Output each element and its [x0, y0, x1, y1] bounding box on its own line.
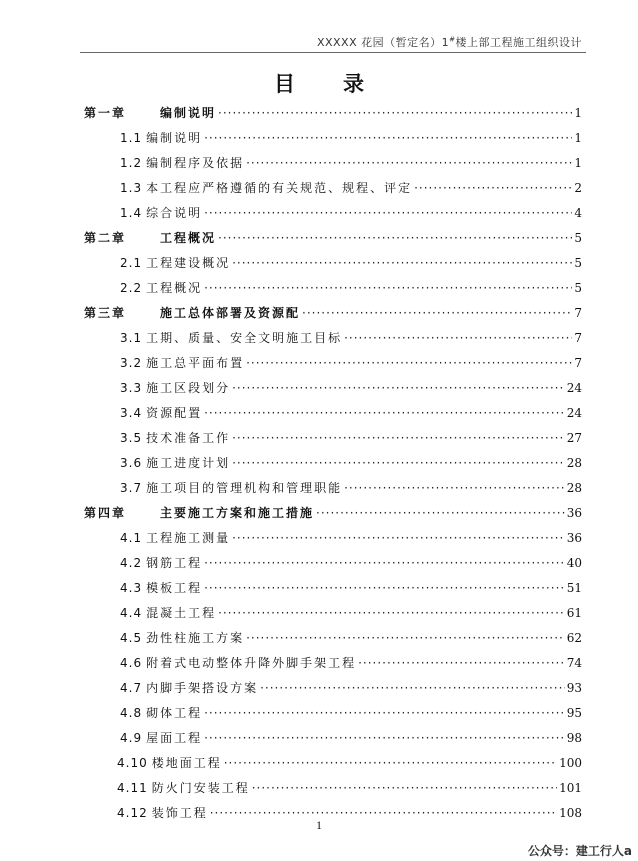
toc-entry-page: 36 [566, 506, 582, 520]
toc-entry-page: 5 [574, 231, 582, 245]
toc-section-entry[interactable] [120, 525, 582, 545]
toc-entry-number: 3.6 [120, 456, 143, 470]
toc-entry-number: 第四章 [84, 506, 127, 520]
toc-dot-leader [232, 431, 565, 445]
toc-section-entry[interactable] [120, 700, 582, 720]
header-rule [80, 52, 586, 53]
toc-entry-number: 1.3 [120, 181, 143, 195]
toc-dot-leader [204, 406, 565, 420]
toc-entry-page: 61 [566, 606, 582, 620]
toc-entry-page: 5 [574, 256, 582, 270]
toc-entry-title: 施工区段划分 [146, 381, 231, 395]
toc-entry-title: 内脚手架搭设方案 [146, 681, 259, 695]
toc-section-entry[interactable] [120, 650, 582, 670]
toc-entry-number: 4.8 [120, 706, 143, 720]
toc-entry-number: 1.1 [120, 131, 143, 145]
toc-section-entry[interactable] [120, 150, 582, 170]
toc-entry-number: 4.9 [120, 731, 143, 745]
toc-entry-title: 附着式电动整体升降外脚手架工程 [146, 656, 357, 670]
toc-dot-leader [344, 481, 565, 495]
toc-entry-title: 编制说明 [146, 131, 203, 145]
toc-section-entry[interactable] [117, 800, 582, 820]
toc-entry-page: 51 [566, 581, 582, 595]
toc-section-entry[interactable] [120, 475, 582, 495]
toc-entry-page: 62 [566, 631, 582, 645]
toc-chapter-entry[interactable] [84, 300, 582, 320]
toc-chapter-entry[interactable] [84, 100, 582, 120]
toc-entry-title: 本工程应严格遵循的有关规范、规程、评定 [146, 181, 413, 195]
toc-entry-number: 1.4 [120, 206, 143, 220]
toc-entry-number: 3.4 [120, 406, 143, 420]
toc-entry-number: 1.2 [120, 156, 143, 170]
toc-section-entry[interactable] [120, 725, 582, 745]
toc-chapter-entry[interactable] [84, 500, 582, 520]
toc-entry-number: 4.5 [120, 631, 143, 645]
toc-entry-number: 4.12 [117, 806, 148, 820]
toc-section-entry[interactable] [120, 625, 582, 645]
toc-entry-number: 4.7 [120, 681, 143, 695]
toc-dot-leader [204, 556, 565, 570]
toc-section-entry[interactable] [117, 775, 582, 795]
toc-entry-number: 2.2 [120, 281, 143, 295]
toc-dot-leader [246, 356, 572, 370]
toc-section-entry[interactable] [120, 550, 582, 570]
toc-dot-leader [218, 231, 572, 245]
toc-entry-title: 屋面工程 [146, 731, 203, 745]
toc-entry-number: 3.7 [120, 481, 143, 495]
toc-entry-page: 24 [566, 406, 582, 420]
toc-entry-page: 101 [559, 781, 582, 795]
toc-section-entry[interactable] [120, 125, 582, 145]
toc-dot-leader [204, 131, 572, 145]
toc-entry-page: 36 [566, 531, 582, 545]
toc-entry-title: 施工项目的管理机构和管理职能 [146, 481, 343, 495]
toc-dot-leader [204, 281, 572, 295]
toc-entry-title: 综合说明 [146, 206, 203, 220]
toc-entry-title: 工程概况 [160, 231, 217, 245]
toc-entry-title: 资源配置 [146, 406, 203, 420]
toc-entry-number: 第二章 [84, 231, 127, 245]
toc-entry-number: 4.6 [120, 656, 143, 670]
toc-section-entry[interactable] [120, 250, 582, 270]
toc-entry-page: 7 [574, 331, 582, 345]
toc-entry-page: 74 [566, 656, 582, 670]
toc-section-entry[interactable] [120, 675, 582, 695]
toc-section-entry[interactable] [120, 375, 582, 395]
toc-entry-title: 施工总体部署及资源配 [160, 306, 301, 320]
toc-dot-leader [414, 181, 572, 195]
toc-entry-title: 编制说明 [160, 106, 217, 120]
toc-entry-number: 4.10 [117, 756, 148, 770]
toc-entry-title: 工程施工测量 [146, 531, 231, 545]
toc-section-entry[interactable] [120, 200, 582, 220]
toc-entry-page: 2 [574, 181, 582, 195]
toc-dot-leader [232, 256, 572, 270]
toc-entry-title: 模板工程 [146, 581, 203, 595]
toc-dot-leader [246, 631, 565, 645]
toc-title-char-2: 录 [343, 72, 364, 96]
toc-section-entry[interactable] [120, 175, 582, 195]
toc-entry-number: 4.1 [120, 531, 143, 545]
toc-title-char-1: 目 [274, 72, 295, 96]
toc-entry-title: 劲性柱施工方案 [146, 631, 245, 645]
toc-entry-page: 108 [559, 806, 582, 820]
toc-dot-leader [246, 156, 572, 170]
toc-entry-number: 第一章 [84, 106, 127, 120]
toc-dot-leader [204, 706, 565, 720]
toc-entry-page: 4 [574, 206, 582, 220]
header-superscript: # [449, 35, 456, 44]
toc-dot-leader [218, 606, 565, 620]
toc-section-entry[interactable] [120, 400, 582, 420]
toc-entry-title: 防火门安装工程 [151, 781, 250, 795]
toc-entry-page: 1 [574, 106, 582, 120]
toc-entry-page: 28 [566, 481, 582, 495]
toc-entry-number: 4.4 [120, 606, 143, 620]
toc-entry-page: 24 [566, 381, 582, 395]
toc-entry-page: 7 [574, 306, 582, 320]
running-header [80, 34, 582, 50]
toc-entry-number: 3.3 [120, 381, 143, 395]
toc-chapter-entry[interactable] [84, 225, 582, 245]
toc-section-entry[interactable] [120, 450, 582, 470]
toc-entry-page: 28 [566, 456, 582, 470]
toc-entry-title: 钢筋工程 [146, 556, 203, 570]
toc-entry-page: 1 [574, 131, 582, 145]
toc-section-entry[interactable] [120, 425, 582, 445]
toc-section-entry[interactable] [120, 575, 582, 595]
toc-entry-title: 楼地面工程 [151, 756, 222, 770]
toc-entry-page: 95 [566, 706, 582, 720]
toc-entry-title: 混凝土工程 [146, 606, 217, 620]
toc-entry-title: 工程建设概况 [146, 256, 231, 270]
toc-section-entry[interactable] [120, 600, 582, 620]
toc-section-entry[interactable] [120, 350, 582, 370]
toc-dot-leader [344, 331, 572, 345]
toc-entry-page: 1 [574, 156, 582, 170]
toc-entry-title: 工程概况 [146, 281, 203, 295]
toc-dot-leader [204, 206, 572, 220]
toc-entry-page: 5 [574, 281, 582, 295]
toc-dot-leader [316, 506, 565, 520]
toc-entry-number: 3.1 [120, 331, 143, 345]
toc-entry-number: 第三章 [84, 306, 127, 320]
header-suffix: 楼上部工程施工组织设计 [455, 36, 582, 49]
toc-dot-leader [232, 456, 565, 470]
toc-entry-title: 编制程序及依据 [146, 156, 245, 170]
toc-entry-number: 4.2 [120, 556, 143, 570]
toc-entry-title: 施工总平面布置 [146, 356, 245, 370]
toc-entry-page: 40 [566, 556, 582, 570]
toc-entry-page: 98 [566, 731, 582, 745]
toc-entry-title: 装饰工程 [151, 806, 208, 820]
toc-section-entry[interactable] [120, 325, 582, 345]
toc-entry-title: 施工进度计划 [146, 456, 231, 470]
toc-entry-page: 100 [559, 756, 582, 770]
toc-dot-leader [232, 381, 565, 395]
toc-entry-title: 工期、质量、安全文明施工目标 [146, 331, 343, 345]
toc-dot-leader [204, 581, 565, 595]
toc-dot-leader [358, 656, 565, 670]
toc-entry-title: 技术准备工作 [146, 431, 231, 445]
toc-entry-page: 7 [574, 356, 582, 370]
page-number: 1 [316, 818, 322, 832]
watermark: 公众号：建工行人a [527, 844, 632, 858]
toc-entry-number: 3.5 [120, 431, 143, 445]
toc-dot-leader [302, 306, 572, 320]
toc-dot-leader [204, 731, 565, 745]
toc-entry-page: 93 [566, 681, 582, 695]
toc-entry-number: 2.1 [120, 256, 143, 270]
toc-title [0, 68, 638, 98]
toc-dot-leader [260, 681, 565, 695]
toc-dot-leader [252, 781, 557, 795]
toc-dot-leader [218, 106, 572, 120]
toc-entry-number: 4.11 [117, 781, 148, 795]
toc-entry-number: 3.2 [120, 356, 143, 370]
header-prefix: XXXXX 花园（暂定名）1 [316, 36, 450, 49]
toc-dot-leader [224, 756, 557, 770]
toc-entry-title: 主要施工方案和施工措施 [160, 506, 315, 520]
toc-dot-leader [232, 531, 565, 545]
toc-entry-number: 4.3 [120, 581, 143, 595]
toc-section-entry[interactable] [120, 275, 582, 295]
toc-entry-title: 砌体工程 [146, 706, 203, 720]
toc-section-entry[interactable] [117, 750, 582, 770]
toc-entry-page: 27 [566, 431, 582, 445]
